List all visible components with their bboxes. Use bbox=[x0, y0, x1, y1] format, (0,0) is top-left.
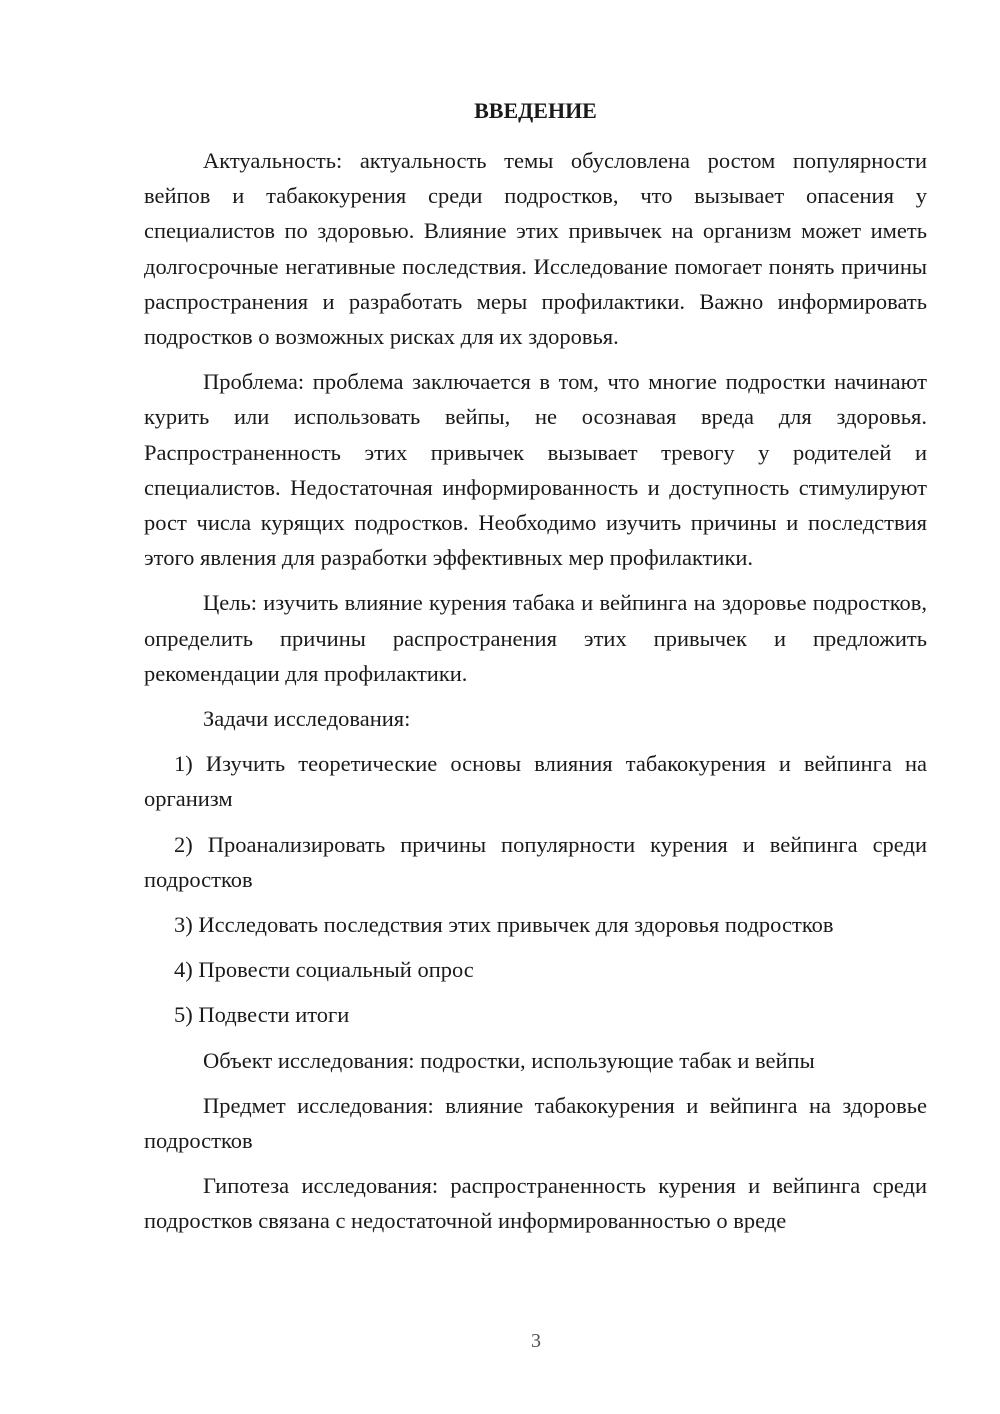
task-item-5: 5) Подвести итоги bbox=[174, 1002, 350, 1028]
relevance-paragraph: Актуальность: актуальность темы обусловлена ростом популярности вейпов и табакокурения среди подростков, что вызывает опасения у специалистов по здоровью. Влияние этих привычек на организм может иметь долгосрочные негативные последствия. Исследование помогает понять причины распространения и разработать меры профилактики. Важно информировать подростков о возможных рисках для их здоровья. bbox=[144, 148, 927, 350]
task-item-3: 3) Исследовать последствия этих привычек для здоровья подростков bbox=[174, 912, 834, 938]
page-content bbox=[144, 96, 927, 1249]
problem-paragraph: Проблема: проблема заключается в том, что многие подростки начинают курить или использовать вейпы, не осознавая вреда для здоровья. Распространенность этих привычек вызывает тревогу у родителей и специалистов. Недостаточная информированность и доступность стимулируют рост числа курящих подростков. Необходимо изучить причины и последствия этого явления для разработки эффективных мер профилактики. bbox=[144, 369, 927, 571]
page-number: 3 bbox=[531, 1330, 541, 1352]
task-item-1: 1) Изучить теоретические основы влияния табакокурения и вейпинга на организм bbox=[144, 751, 927, 812]
tasks-heading: Задачи исследования: bbox=[203, 706, 411, 732]
hypothesis-paragraph: Гипотеза исследования: распространенность курения и вейпинга среди подростков связана с недостаточной информированностью о вреде bbox=[144, 1173, 927, 1234]
task-item-2: 2) Проанализировать причины популярности курения и вейпинга среди подростков bbox=[144, 831, 927, 892]
task-item-4: 4) Провести социальный опрос bbox=[174, 957, 474, 983]
subject-paragraph: Предмет исследования: влияние табакокурения и вейпинга на здоровье подростков bbox=[144, 1092, 927, 1154]
object-paragraph: Объект исследования: подростки, использующие табак и вейпы bbox=[203, 1047, 815, 1073]
goal-paragraph: Цель: изучить влияние курения табака и вейпинга на здоровье подростков, определить причины распространения этих привычек и предложить рекомендации для профилактики. bbox=[144, 590, 927, 686]
page-title: ВВЕДЕНИЕ bbox=[474, 98, 597, 123]
